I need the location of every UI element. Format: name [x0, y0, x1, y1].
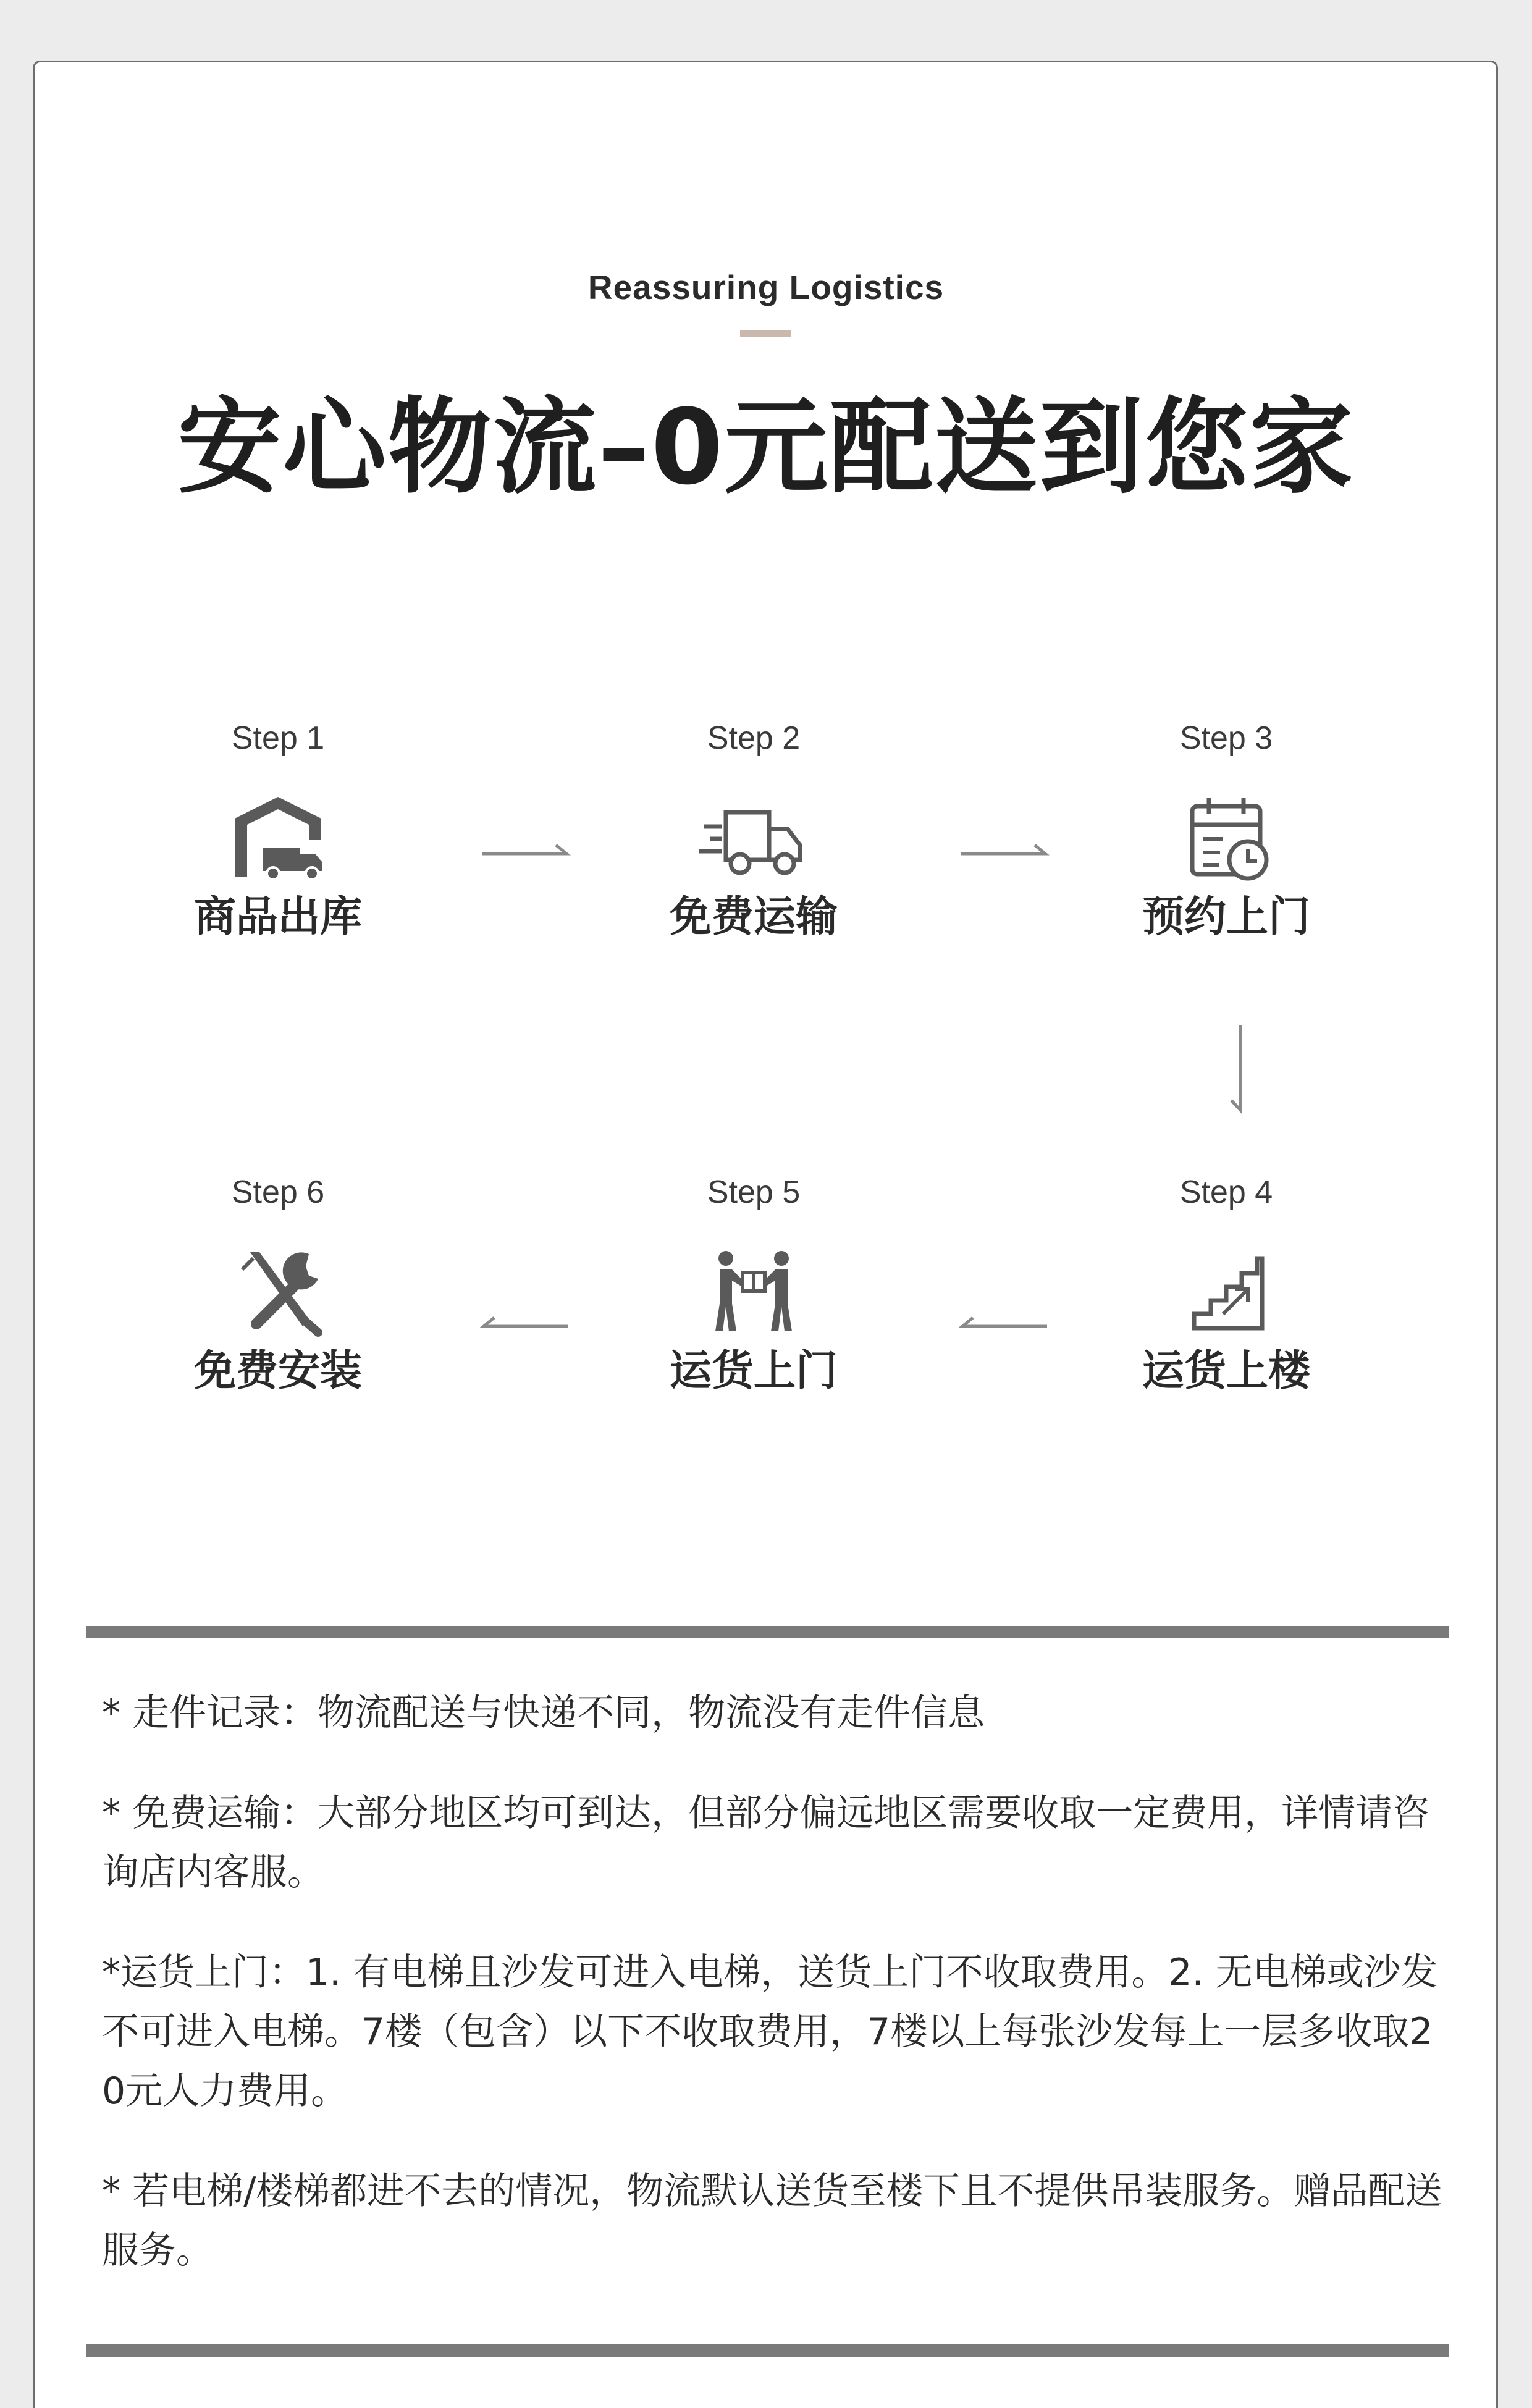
step-name: 运货上楼 — [1142, 1347, 1310, 1396]
step-label: Step 6 — [231, 1174, 325, 1210]
stairs-icon — [1164, 1245, 1288, 1337]
package-handoff-icon — [692, 1245, 815, 1337]
arrow-right-icon — [958, 834, 1050, 859]
step-label: Step 2 — [707, 720, 801, 756]
step-label: Step 5 — [707, 1174, 801, 1210]
step-1 — [105, 717, 451, 941]
step-6 — [105, 1171, 451, 1395]
step-5 — [581, 1171, 927, 1395]
step-name: 运货上门 — [669, 1347, 838, 1396]
note-item: * 免费运输：大部分地区均可到达，但部分偏远地区需要收取一定费用，详情请咨询店内客服。 — [102, 1791, 1430, 1894]
step-4 — [1053, 1171, 1399, 1395]
step-label: Step 4 — [1179, 1174, 1273, 1210]
accent-bar — [740, 330, 791, 337]
step-label: Step 1 — [231, 720, 325, 756]
arrow-down-icon — [1220, 1022, 1251, 1115]
arrow-left-icon — [479, 1307, 571, 1331]
divider — [86, 1626, 1449, 1638]
step-name: 免费运输 — [669, 893, 838, 941]
step-name: 商品出库 — [193, 893, 362, 941]
calendar-clock-icon — [1164, 791, 1288, 883]
delivery-truck-icon — [692, 791, 815, 883]
step-name: 免费安装 — [193, 1347, 362, 1396]
note-item: * 走件记录：物流配送与快递不同，物流没有走件信息 — [102, 1691, 985, 1735]
notes-section — [102, 1683, 1449, 2321]
step-name: 预约上门 — [1142, 893, 1310, 941]
note-item: * 若电梯/楼梯都进不去的情况，物流默认送货至楼下且不提供吊装服务。赠品配送服务。 — [102, 2170, 1442, 2272]
divider — [86, 2344, 1449, 2357]
arrow-left-icon — [958, 1307, 1050, 1331]
arrow-right-icon — [479, 834, 571, 859]
note-item: *运货上门：1. 有电梯且沙发可进入电梯，送货上门不收取费用。2. 无电梯或沙发不可进入电梯。7楼（包含）以下不收取费用，7楼以上每张沙发每上一层多收取20元人力费用。 — [102, 1951, 1438, 2113]
warehouse-truck-icon — [216, 791, 340, 883]
tools-icon — [216, 1245, 340, 1337]
step-2 — [581, 717, 927, 941]
page-title: 安心物流–0元配送到您家 — [177, 387, 1355, 508]
step-3 — [1053, 717, 1399, 941]
step-label: Step 3 — [1179, 720, 1273, 756]
subtitle: Reassuring Logistics — [587, 268, 945, 306]
